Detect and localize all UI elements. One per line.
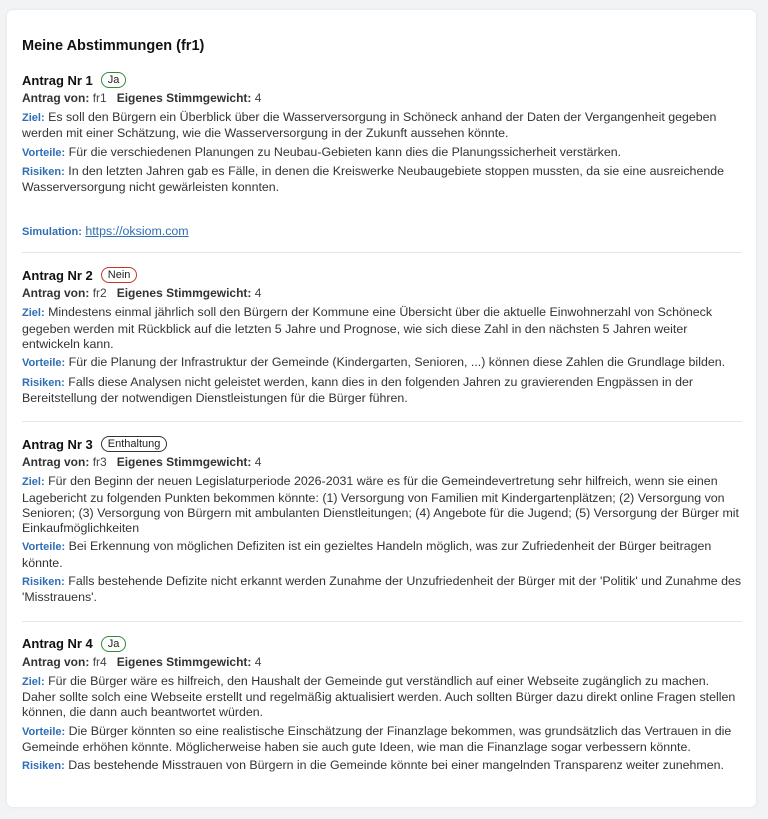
risiken-label: Risiken: [22,760,65,773]
motion-title: Antrag Nr 3 [22,436,93,452]
vorteile-row [22,355,742,371]
motion-1 [22,71,742,253]
vote-badge-nein: Nein [101,267,138,283]
stimmgewicht-value: 4 [254,91,262,105]
antrag-von-value: fr3 [92,455,107,470]
ziel-label: Ziel: [22,307,45,320]
risiken-text: In den letzten Jahren gab es Fälle, in denen die Kreiswerke Neubaugebiete stoppen mussten, da sie eine ausreichende Wasserversorgung nicht gewärleisten konnten. [22,163,725,195]
antrag-von-label: Antrag von: [22,286,90,301]
ziel-text: Für die Bürger wäre es hilfreich, den Haushalt der Gemeinde gut verständlich auf einer Webseite zugänglich zu machen. Daher sollte solch eine Webseite erstellt und regelmäßig aktualisiert werden. Auch sollten Bürger dazu direkt online Fragen stellen können, die dann auch beantwortet würden. [22,673,736,720]
vote-badge-ja: Ja [101,72,127,88]
ziel-row [22,110,742,142]
risiken-row [22,574,742,606]
antrag-von-label: Antrag von: [22,455,90,470]
page-title: Meine Abstimmungen (fr1) [22,38,205,54]
motion-title: Antrag Nr 1 [22,72,93,88]
motion-2 [22,266,742,422]
motion-meta [22,454,742,470]
motion-meta [22,90,742,106]
ziel-label: Ziel: [22,112,45,124]
stimmgewicht-value: 4 [254,286,262,301]
motion-header [22,266,742,284]
stimmgewicht-value: 4 [254,455,262,470]
antrag-von-label: Antrag von: [22,654,90,669]
vorteile-label: Vorteile: [22,146,66,159]
vorteile-label: Vorteile: [22,541,66,554]
motion-title: Antrag Nr 2 [22,267,93,283]
ziel-row [22,674,742,721]
vote-badge-enthaltung: Enthaltung [101,436,168,452]
vorteile-text: Die Bürger könnten so eine realistische Einschätzung der Finanzlage bekommen, was grundsätzlich das Vertrauen in die Gemeinde erhöhen könnte. Möglicherweise haben sie auch gute Ideen, wie man die Finanzlage sogar verbessern könnte. [22,723,732,754]
stimmgewicht-value: 4 [254,654,262,669]
vorteile-text: Für die verschiedenen Planungen zu Neubau-Gebieten kann dies die Planungssicherheit verstärken. [68,144,622,159]
stimmgewicht-label: Eigenes Stimmgewicht: [116,91,252,105]
stimmgewicht-label: Eigenes Stimmgewicht: [116,286,252,301]
vorteile-row [22,539,742,571]
motion-meta [22,285,742,301]
votes-card [7,10,756,807]
antrag-von-value: fr1 [92,91,107,105]
risiken-row [22,164,742,196]
ziel-row [22,474,742,536]
risiken-label: Risiken: [22,376,65,389]
vote-badge-ja: Ja [101,636,127,652]
motion-header [22,435,742,453]
simulation-row [22,224,742,240]
ziel-text: Es soll den Bürgern ein Überblick über die Wasserversorgung in Schöneck anhand der Daten der Vergangenheit gegeben werden mit einer Schätzung, wie die Wasserversorgung in der Zukunft aussehen könnte. [22,110,717,141]
risiken-label: Risiken: [22,576,65,589]
risiken-label: Risiken: [22,165,65,178]
motion-title: Antrag Nr 4 [22,636,93,652]
risiken-row [22,375,742,407]
vorteile-text: Bei Erkennung von möglichen Defiziten ist ein gezieltes Handeln möglich, was zur Zufriedenheit der Bürger beitragen könnte. [22,539,712,570]
antrag-von-value: fr2 [92,286,107,301]
ziel-text: Für den Beginn der neuen Legislaturperiode 2026-2031 wäre es für die Gemeindevertretung sehr hilfreich, wenn sie einen Lagebericht zu folgenden Punkten bekommen könnte: (1) Versorgung von Familien mit Kindergartenplätzen; (2) Versorgung von Senioren; (3) Versorgung von Bürgern mit ambulanten Dienstleitungen; (4) Angebote für die Jugend; (5) Versorgung der Bürger mit Einkaufmöglichkeiten [22,474,740,536]
vorteile-text: Für die Planung der Infrastruktur der Gemeinde (Kindergarten, Senioren, ...) können diese Zahlen die Grundlage bilden. [68,355,726,370]
vorteile-label: Vorteile: [22,357,66,370]
stimmgewicht-label: Eigenes Stimmgewicht: [116,455,252,470]
ziel-row [22,305,742,352]
motion-meta [22,654,742,670]
risiken-text: Falls diese Analysen nicht geleistet werden, kann dies in den folgenden Jahren zu gravierenden Engpässen in der Bereitstellung der notwendigen Dienstleistungen für die Bürger führen. [22,374,694,405]
ziel-text: Mindestens einmal jährlich soll den Bürgern der Kommune eine Übersicht über die aktuelle Einwohnerzahl von Schöneck gegeben werden mit Rückblick auf die letzten 5 Jahre und Prognose, wie sich diese Zahl in den nächsten 5 Jahren weiter entwickeln kann. [22,305,713,352]
vorteile-row [22,145,742,161]
risiken-row [22,758,742,774]
motion-header [22,71,742,89]
antrag-von-label: Antrag von: [22,91,90,105]
vorteile-label: Vorteile: [22,725,66,738]
risiken-text: Das bestehende Misstrauen von Bürgern in die Gemeinde könnte bei einer mangelnden Transparenz weiter zunehmen. [68,758,724,773]
ziel-label: Ziel: [22,476,45,489]
ziel-label: Ziel: [22,675,45,688]
motion-3 [22,435,742,621]
simulation-label: Simulation: [22,226,82,239]
risiken-text: Falls bestehende Defizite nicht erkannt werden Zunahme der Unzufriedenheit der Bürger mit der 'Politik' und Zunahme des 'Misstrauens'. [22,574,742,605]
motion-header [22,635,742,653]
motion-4 [22,635,742,790]
stimmgewicht-label: Eigenes Stimmgewicht: [116,654,252,669]
simulation-link[interactable]: https://oksiom.com [85,224,189,239]
antrag-von-value: fr4 [92,654,107,669]
vorteile-row [22,724,742,756]
